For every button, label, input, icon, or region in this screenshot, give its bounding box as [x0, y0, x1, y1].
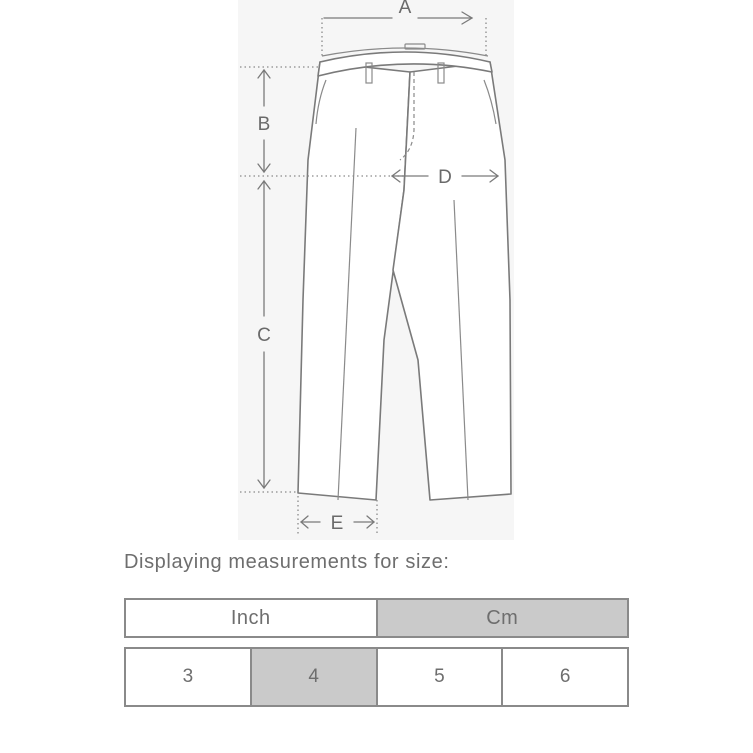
- dimension-a-label: A: [398, 0, 412, 18]
- size-option-5[interactable]: 5: [378, 647, 504, 707]
- size-option-3[interactable]: 3: [124, 647, 252, 707]
- dimension-e-label: E: [330, 513, 344, 534]
- unit-option-inch[interactable]: Inch: [124, 598, 378, 638]
- size-caption: Displaying measurements for size:: [124, 551, 450, 573]
- unit-toggle: [124, 598, 629, 638]
- unit-option-cm[interactable]: Cm: [378, 598, 630, 638]
- size-selector: [124, 647, 629, 707]
- dimension-c-label: C: [257, 325, 271, 346]
- size-option-4[interactable]: 4: [252, 647, 378, 707]
- dimension-d-label: D: [438, 167, 452, 188]
- size-option-6[interactable]: 6: [503, 647, 629, 707]
- dimension-b-label: B: [257, 114, 271, 135]
